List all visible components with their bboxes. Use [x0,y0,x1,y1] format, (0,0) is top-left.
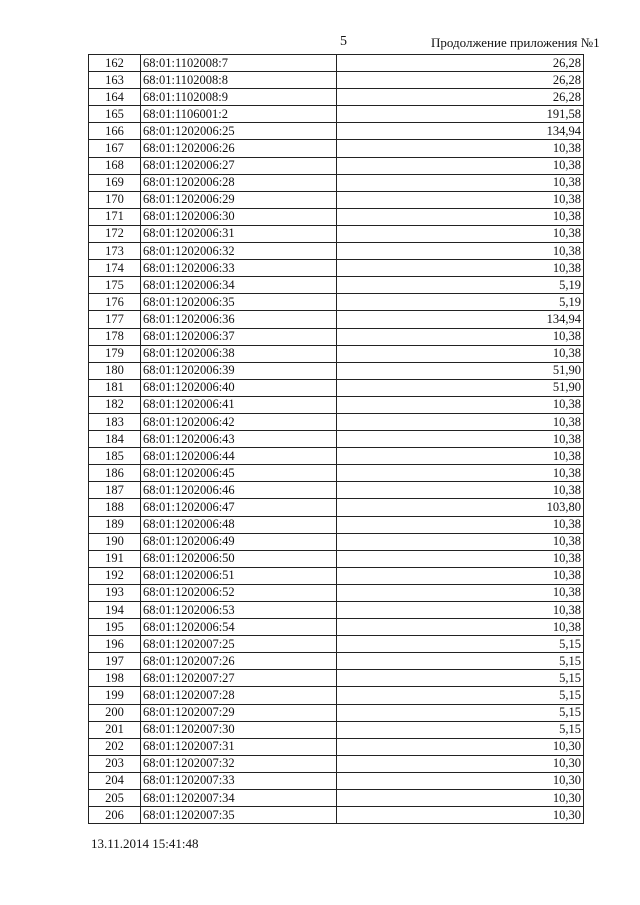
table-row [89,396,584,413]
table-row [89,533,584,550]
table-row [89,738,584,755]
table-row [89,157,584,174]
cadastral-number-cell: 68:01:1202006:28 [141,174,337,191]
parcel-table [88,54,584,824]
table-row [89,328,584,345]
cadastral-number-cell: 68:01:1202006:29 [141,191,337,208]
cadastral-number-cell: 68:01:1202007:34 [141,790,337,807]
row-number-cell: 166 [89,123,141,140]
area-value-cell: 10,38 [337,157,584,174]
area-value-cell: 10,30 [337,772,584,789]
row-number-cell: 178 [89,328,141,345]
cadastral-number-cell: 68:01:1202006:27 [141,157,337,174]
cadastral-number-cell: 68:01:1202006:36 [141,311,337,328]
row-number-cell: 179 [89,345,141,362]
table-row [89,191,584,208]
cadastral-number-cell: 68:01:1202007:31 [141,738,337,755]
cadastral-number-cell: 68:01:1202006:43 [141,431,337,448]
table-row [89,550,584,567]
row-number-cell: 191 [89,550,141,567]
area-value-cell: 10,38 [337,174,584,191]
cadastral-number-cell: 68:01:1202006:52 [141,584,337,601]
table-row [89,670,584,687]
area-value-cell: 10,38 [337,602,584,619]
cadastral-number-cell: 68:01:1202006:49 [141,533,337,550]
row-number-cell: 196 [89,636,141,653]
area-value-cell: 10,30 [337,807,584,824]
table-row [89,619,584,636]
table-row [89,243,584,260]
area-value-cell: 10,38 [337,191,584,208]
row-number-cell: 168 [89,157,141,174]
row-number-cell: 200 [89,704,141,721]
area-value-cell: 5,15 [337,670,584,687]
cadastral-number-cell: 68:01:1202006:47 [141,499,337,516]
table-row [89,55,584,72]
cadastral-number-cell: 68:01:1202006:54 [141,619,337,636]
area-value-cell: 10,38 [337,533,584,550]
cadastral-number-cell: 68:01:1106001:2 [141,106,337,123]
print-timestamp: 13.11.2014 15:41:48 [91,836,199,851]
row-number-cell: 184 [89,431,141,448]
area-value-cell: 10,38 [337,619,584,636]
row-number-cell: 193 [89,584,141,601]
area-value-cell: 10,38 [337,225,584,242]
row-number-cell: 194 [89,602,141,619]
table-row [89,499,584,516]
row-number-cell: 174 [89,260,141,277]
area-value-cell: 10,38 [337,345,584,362]
cadastral-number-cell: 68:01:1202006:37 [141,328,337,345]
table-row [89,379,584,396]
table-row [89,277,584,294]
table-row [89,772,584,789]
row-number-cell: 163 [89,72,141,89]
table-row [89,431,584,448]
cadastral-number-cell: 68:01:1202006:53 [141,602,337,619]
table-row [89,790,584,807]
row-number-cell: 188 [89,499,141,516]
area-value-cell: 26,28 [337,55,584,72]
area-value-cell: 10,38 [337,465,584,482]
area-value-cell: 10,38 [337,516,584,533]
cadastral-number-cell: 68:01:1202006:42 [141,413,337,430]
cadastral-number-cell: 68:01:1202007:30 [141,721,337,738]
row-number-cell: 186 [89,465,141,482]
row-number-cell: 201 [89,721,141,738]
cadastral-number-cell: 68:01:1202006:44 [141,448,337,465]
area-value-cell: 10,38 [337,567,584,584]
table-row [89,208,584,225]
row-number-cell: 170 [89,191,141,208]
cadastral-number-cell: 68:01:1202007:28 [141,687,337,704]
cadastral-number-cell: 68:01:1202006:41 [141,396,337,413]
area-value-cell: 10,30 [337,755,584,772]
cadastral-number-cell: 68:01:1202006:26 [141,140,337,157]
area-value-cell: 5,15 [337,653,584,670]
table-row [89,516,584,533]
area-value-cell: 10,30 [337,790,584,807]
row-number-cell: 198 [89,670,141,687]
row-number-cell: 197 [89,653,141,670]
cadastral-number-cell: 68:01:1202006:46 [141,482,337,499]
row-number-cell: 204 [89,772,141,789]
area-value-cell: 10,38 [337,328,584,345]
area-value-cell: 10,38 [337,140,584,157]
table-row [89,72,584,89]
area-value-cell: 10,30 [337,738,584,755]
cadastral-number-cell: 68:01:1202007:32 [141,755,337,772]
cadastral-number-cell: 68:01:1202006:51 [141,567,337,584]
area-value-cell: 10,38 [337,208,584,225]
row-number-cell: 177 [89,311,141,328]
table-row [89,482,584,499]
area-value-cell: 5,15 [337,721,584,738]
table-row [89,362,584,379]
cadastral-number-cell: 68:01:1202006:30 [141,208,337,225]
area-value-cell: 26,28 [337,72,584,89]
cadastral-number-cell: 68:01:1202006:35 [141,294,337,311]
row-number-cell: 164 [89,89,141,106]
cadastral-number-cell: 68:01:1202006:25 [141,123,337,140]
area-value-cell: 10,38 [337,550,584,567]
table-row [89,704,584,721]
area-value-cell: 10,38 [337,243,584,260]
row-number-cell: 185 [89,448,141,465]
area-value-cell: 10,38 [337,431,584,448]
cadastral-number-cell: 68:01:1202006:48 [141,516,337,533]
table-row [89,721,584,738]
row-number-cell: 180 [89,362,141,379]
table-row [89,687,584,704]
table-row [89,106,584,123]
area-value-cell: 5,15 [337,704,584,721]
row-number-cell: 162 [89,55,141,72]
area-value-cell: 26,28 [337,89,584,106]
cadastral-number-cell: 68:01:1202006:38 [141,345,337,362]
area-value-cell: 5,15 [337,687,584,704]
area-value-cell: 5,15 [337,636,584,653]
table-row [89,311,584,328]
row-number-cell: 199 [89,687,141,704]
cadastral-number-cell: 68:01:1202007:26 [141,653,337,670]
row-number-cell: 173 [89,243,141,260]
table-row [89,140,584,157]
table-row [89,123,584,140]
row-number-cell: 169 [89,174,141,191]
table-row [89,448,584,465]
row-number-cell: 172 [89,225,141,242]
table-row [89,413,584,430]
table-row [89,602,584,619]
cadastral-number-cell: 68:01:1202006:31 [141,225,337,242]
row-number-cell: 205 [89,790,141,807]
cadastral-number-cell: 68:01:1202006:39 [141,362,337,379]
row-number-cell: 171 [89,208,141,225]
cadastral-number-cell: 68:01:1202006:50 [141,550,337,567]
area-value-cell: 134,94 [337,311,584,328]
table-row [89,636,584,653]
area-value-cell: 5,19 [337,277,584,294]
area-value-cell: 51,90 [337,379,584,396]
row-number-cell: 175 [89,277,141,294]
cadastral-number-cell: 68:01:1102008:7 [141,55,337,72]
area-value-cell: 10,38 [337,448,584,465]
table-row [89,260,584,277]
row-number-cell: 182 [89,396,141,413]
cadastral-number-cell: 68:01:1202007:29 [141,704,337,721]
cadastral-number-cell: 68:01:1202007:35 [141,807,337,824]
table-row [89,755,584,772]
area-value-cell: 10,38 [337,482,584,499]
cadastral-number-cell: 68:01:1202007:25 [141,636,337,653]
table-row [89,807,584,824]
row-number-cell: 167 [89,140,141,157]
area-value-cell: 10,38 [337,396,584,413]
appendix-note: Продолжение приложения №1 [431,35,600,50]
table-row [89,345,584,362]
area-value-cell: 191,58 [337,106,584,123]
table-row [89,465,584,482]
cadastral-number-cell: 68:01:1202007:27 [141,670,337,687]
row-number-cell: 195 [89,619,141,636]
cadastral-number-cell: 68:01:1202006:34 [141,277,337,294]
row-number-cell: 189 [89,516,141,533]
cadastral-number-cell: 68:01:1202006:40 [141,379,337,396]
parcel-table-body [89,55,584,824]
row-number-cell: 187 [89,482,141,499]
table-row [89,653,584,670]
table-row [89,174,584,191]
table-row [89,294,584,311]
cadastral-number-cell: 68:01:1102008:8 [141,72,337,89]
area-value-cell: 10,38 [337,584,584,601]
cadastral-number-cell: 68:01:1202006:45 [141,465,337,482]
row-number-cell: 202 [89,738,141,755]
row-number-cell: 190 [89,533,141,550]
area-value-cell: 103,80 [337,499,584,516]
row-number-cell: 192 [89,567,141,584]
cadastral-number-cell: 68:01:1102008:9 [141,89,337,106]
page-number: 5 [340,34,347,49]
table-row [89,584,584,601]
area-value-cell: 10,38 [337,413,584,430]
row-number-cell: 203 [89,755,141,772]
area-value-cell: 5,19 [337,294,584,311]
table-row [89,225,584,242]
cadastral-number-cell: 68:01:1202006:33 [141,260,337,277]
row-number-cell: 165 [89,106,141,123]
cadastral-number-cell: 68:01:1202006:32 [141,243,337,260]
area-value-cell: 51,90 [337,362,584,379]
row-number-cell: 181 [89,379,141,396]
cadastral-number-cell: 68:01:1202007:33 [141,772,337,789]
table-row [89,89,584,106]
area-value-cell: 134,94 [337,123,584,140]
row-number-cell: 176 [89,294,141,311]
table-row [89,567,584,584]
row-number-cell: 206 [89,807,141,824]
area-value-cell: 10,38 [337,260,584,277]
row-number-cell: 183 [89,413,141,430]
